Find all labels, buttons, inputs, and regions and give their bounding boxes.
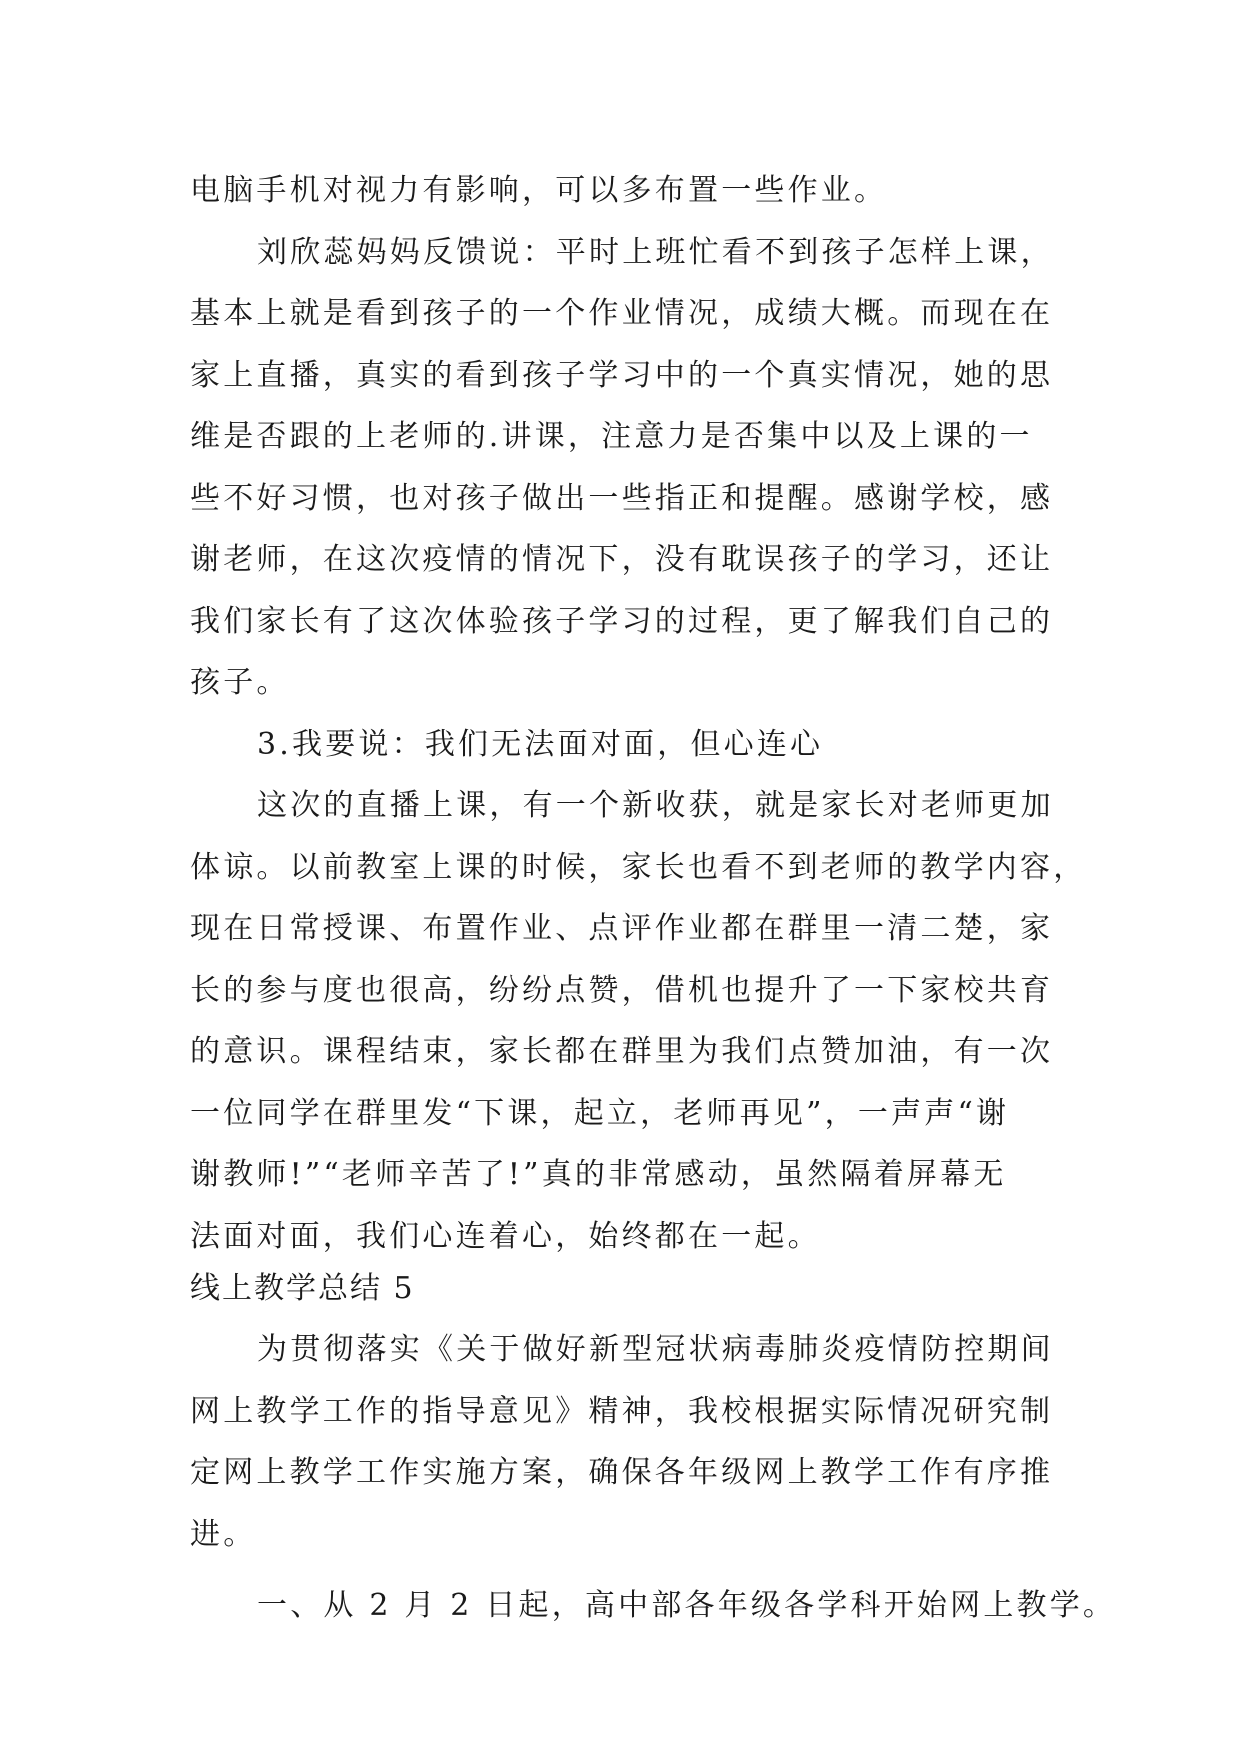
text-line: 体谅。以前教室上课的时候，家长也看不到老师的教学内容， (190, 849, 1087, 885)
text-line: 孩子。 (190, 665, 290, 700)
text-line: 定网上教学工作实施方案，确保各年级网上教学工作有序推 (190, 1455, 1054, 1490)
text-line: 家上直播，真实的看到孩子学习中的一个真实情况，她的思 (190, 357, 1054, 393)
section-heading: 线上教学总结 5 (190, 1271, 415, 1306)
text-line: 刘欣蕊妈妈反馈说：平时上班忙看不到孩子怎样上课， (257, 234, 1054, 270)
text-line: 维是否跟的上老师的.讲课，注意力是否集中以及上课的一 (190, 419, 1033, 454)
text-line: 现在日常授课、布置作业、点评作业都在群里一清二楚，家 (190, 911, 1054, 946)
text-line: 的意识。课程结束，家长都在群里为我们点赞加油，有一次 (190, 1034, 1054, 1069)
text-line: 这次的直播上课，有一个新收获，就是家长对老师更加 (257, 788, 1054, 823)
text-line: 进。 (190, 1516, 257, 1552)
text-line: 一、从 2 月 2 日起，高中部各年级各学科开始网上教学。 (257, 1588, 1117, 1623)
text-line: 长的参与度也很高，纷纷点赞，借机也提升了一下家校共育 (190, 972, 1054, 1008)
text-line: 些不好习惯，也对孩子做出一些指正和提醒。感谢学校，感 (190, 480, 1054, 516)
text-line: 谢老师，在这次疫情的情况下，没有耽误孩子的学习，还让 (190, 542, 1054, 577)
text-line: 一位同学在群里发“下课，起立，老师再见”，一声声“谢 (190, 1095, 1010, 1131)
document-page (190, 160, 1117, 1637)
text-line: 我们家长有了这次体验孩子学习的过程，更了解我们自己的 (190, 603, 1054, 639)
section-subheading: 3.我要说：我们无法面对面，但心连心 (257, 726, 824, 762)
text-line: 谢教师!”“老师辛苦了!”真的非常感动，虽然隔着屏幕无 (190, 1157, 1007, 1192)
text-line: 基本上就是看到孩子的一个作业情况，成绩大概。而现在在 (190, 296, 1054, 331)
text-line: 网上教学工作的指导意见》精神，我校根据实际情况研究制 (190, 1393, 1054, 1429)
text-line: 法面对面，我们心连着心，始终都在一起。 (190, 1218, 821, 1254)
text-line: 为贯彻落实《关于做好新型冠状病毒肺炎疫情防控期间 (257, 1332, 1054, 1367)
text-line: 电脑手机对视力有影响，可以多布置一些作业。 (190, 173, 888, 208)
